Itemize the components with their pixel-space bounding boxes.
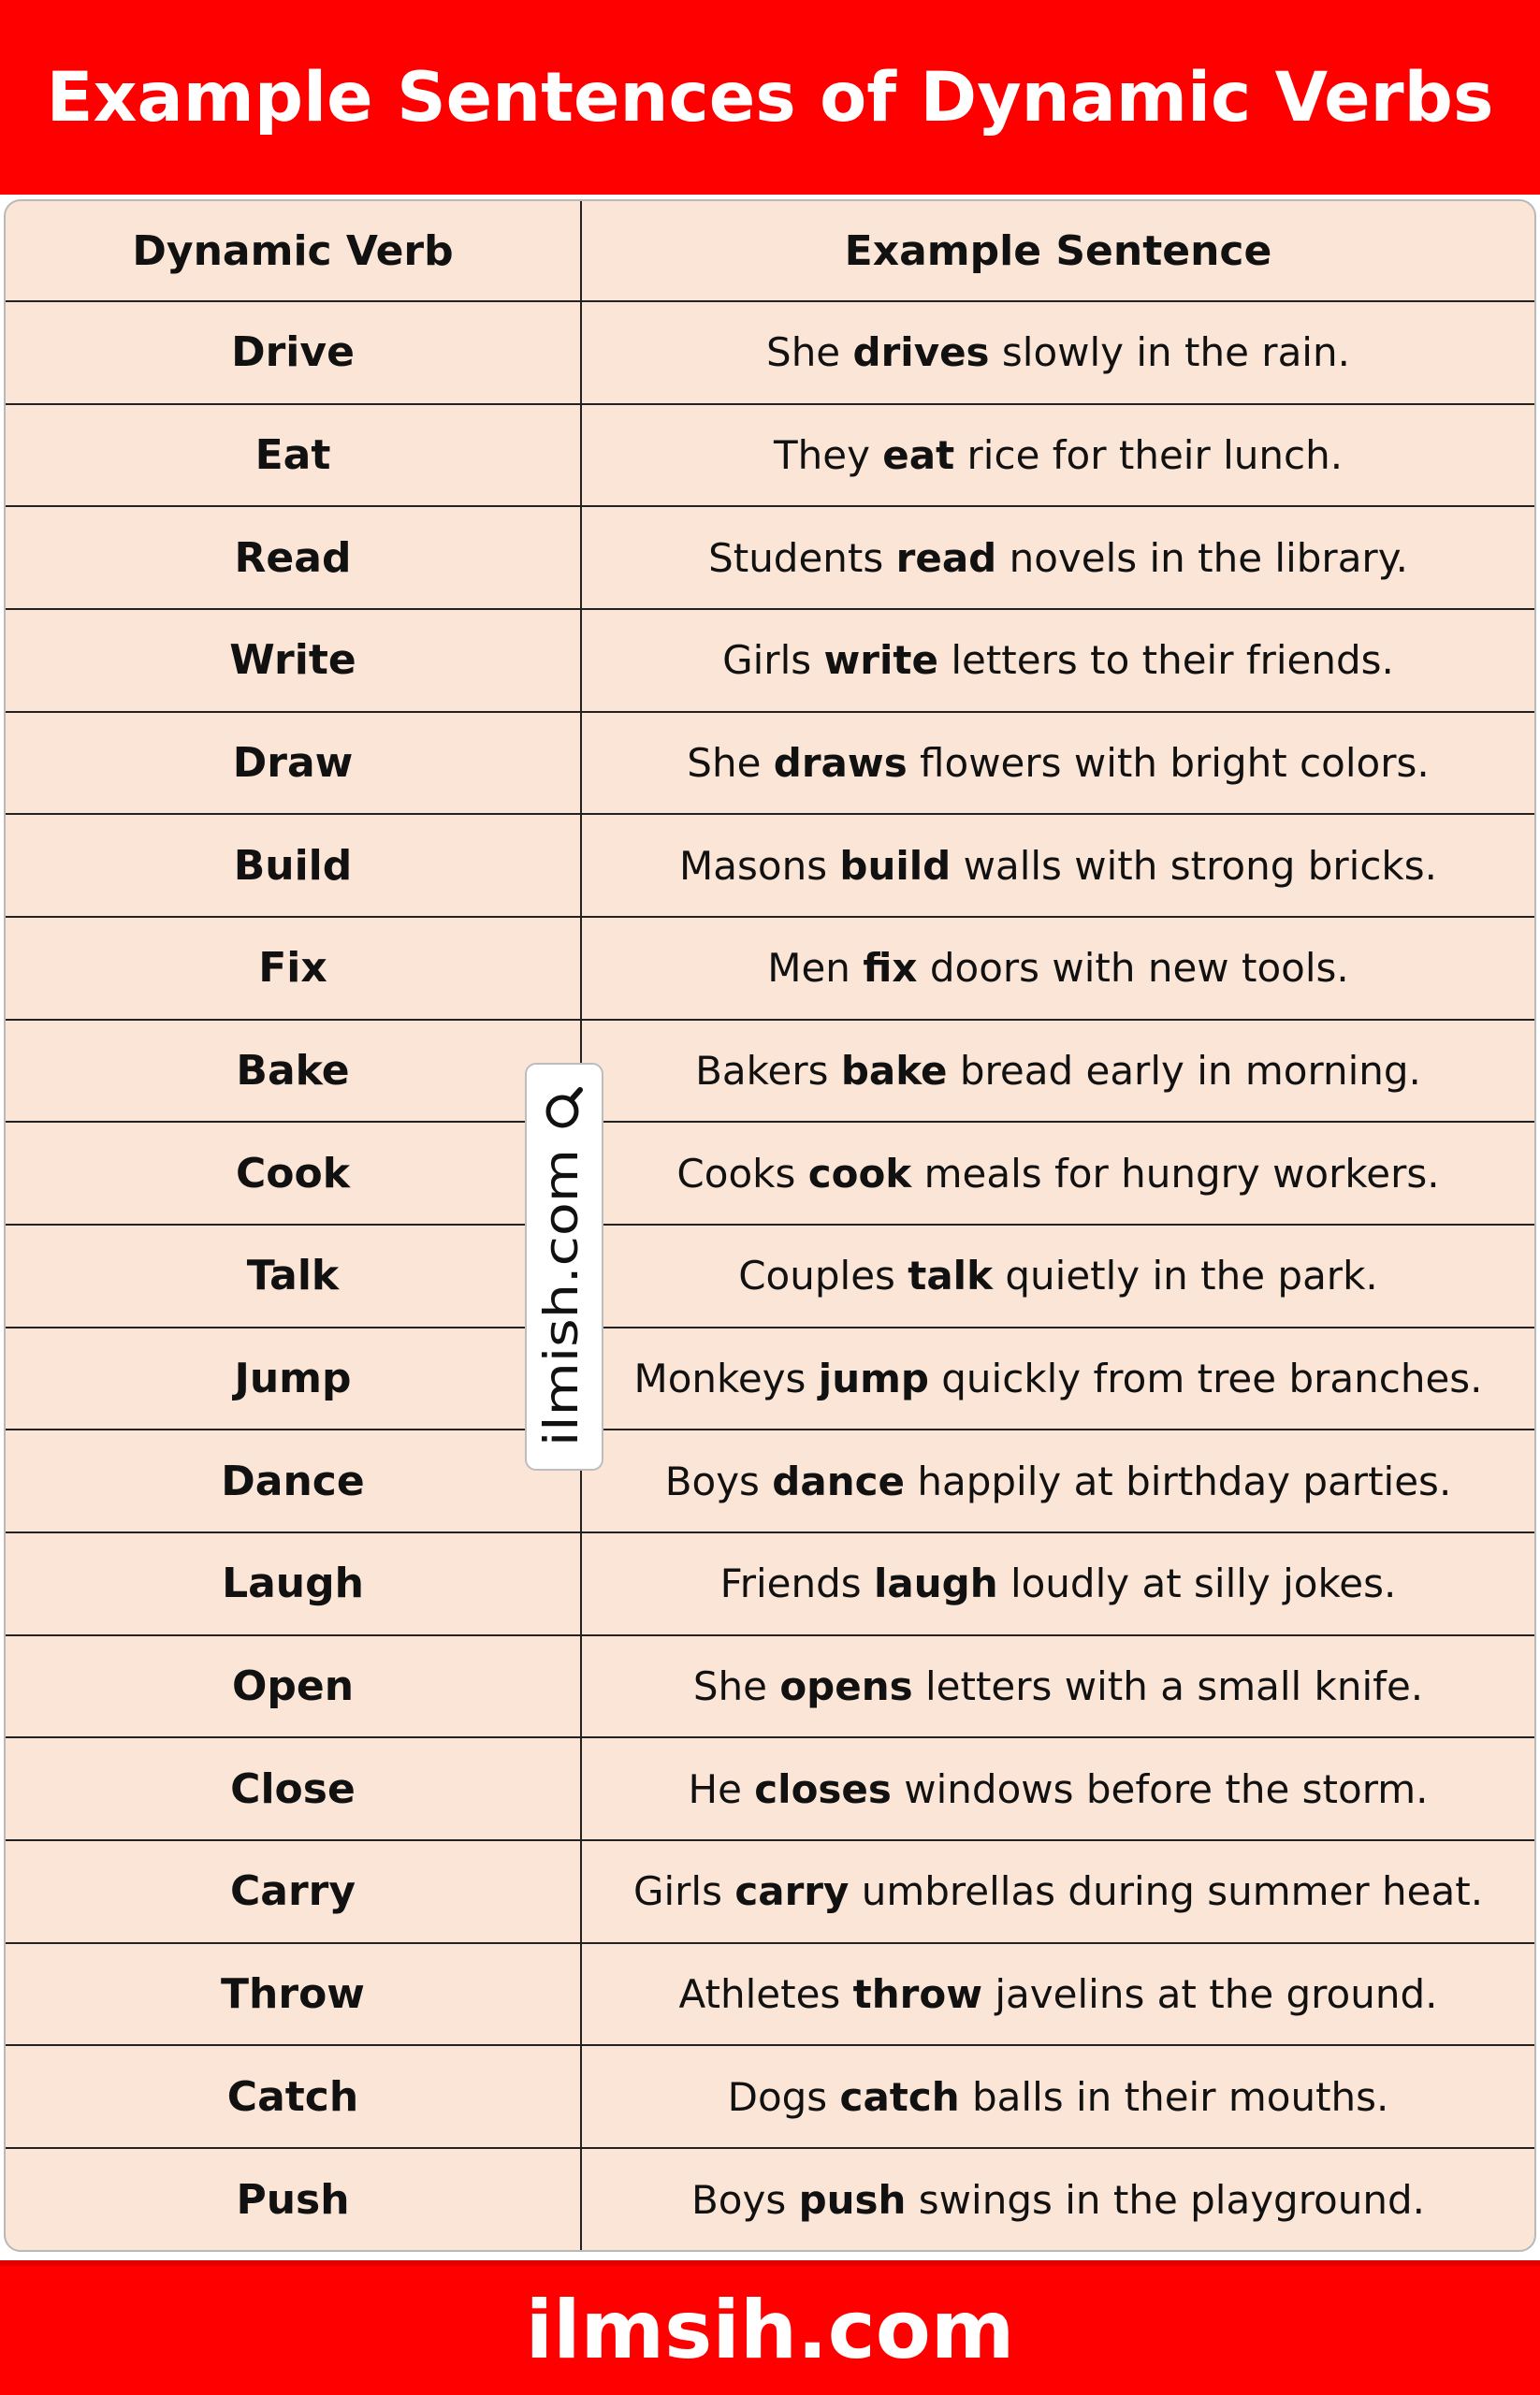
sentence-start: Athletes — [678, 1971, 853, 2018]
sentence-verb: jump — [818, 1356, 929, 1402]
column-header-sentence: Example Sentence — [581, 201, 1534, 301]
sentence-end: quietly in the park. — [993, 1253, 1378, 1299]
verb-cell: Build — [6, 814, 581, 917]
sentence-cell — [581, 712, 1534, 815]
footer-banner — [0, 2260, 1540, 2395]
sentence-end: quickly from tree branches. — [928, 1356, 1483, 1402]
sentence-start: Cooks — [676, 1150, 808, 1197]
table-row — [6, 2148, 1534, 2250]
sentence-verb: cook — [807, 1150, 912, 1197]
title-banner — [0, 0, 1540, 195]
sentence-start: They — [773, 432, 883, 478]
sentence-start: She — [687, 740, 774, 787]
table-row — [6, 506, 1534, 609]
sentence-start: She — [766, 329, 853, 376]
sentence-cell — [581, 301, 1534, 404]
verb-cell: Throw — [6, 1943, 581, 2046]
table-row — [6, 404, 1534, 507]
sentence-verb: bake — [840, 1048, 948, 1095]
table-row — [6, 1532, 1534, 1635]
sentence-end: bread early in morning. — [947, 1048, 1421, 1095]
sentence-verb: carry — [734, 1868, 850, 1915]
column-header-verb: Dynamic Verb — [6, 201, 581, 301]
sentence-start: Men — [767, 945, 864, 992]
verb-cell: Talk — [6, 1225, 581, 1328]
watermark-badge — [525, 1063, 603, 1471]
table-row — [6, 917, 1534, 1020]
sentence-verb: catch — [839, 2073, 960, 2120]
verb-cell: Dance — [6, 1430, 581, 1532]
verb-table — [6, 201, 1534, 2250]
watermark-graphic — [527, 1065, 602, 1469]
sentence-end: swings in the playground. — [906, 2176, 1426, 2223]
verb-cell: Drive — [6, 301, 581, 404]
verb-cell: Push — [6, 2148, 581, 2250]
table-row — [6, 609, 1534, 712]
sentence-verb: fix — [863, 945, 918, 992]
sentence-cell — [581, 404, 1534, 507]
table-row — [6, 814, 1534, 917]
sentence-cell — [581, 1943, 1534, 2046]
verb-cell: Open — [6, 1635, 581, 1738]
watermark-text: ilmish.com — [534, 1193, 588, 1446]
sentence-cell — [581, 1020, 1534, 1123]
verb-cell: Carry — [6, 1840, 581, 1943]
sentence-end: meals for hungry workers. — [911, 1150, 1440, 1197]
verb-cell: Close — [6, 1737, 581, 1840]
sentence-cell — [581, 1430, 1534, 1532]
verb-cell: Catch — [6, 2045, 581, 2148]
sentence-verb: draws — [773, 740, 908, 787]
sentence-start: She — [692, 1663, 780, 1710]
sentence-end: windows before the storm. — [891, 1765, 1429, 1812]
sentence-verb: build — [839, 842, 952, 889]
magnifier-icon — [548, 1090, 580, 1125]
verb-cell: Read — [6, 506, 581, 609]
verb-cell: Eat — [6, 404, 581, 507]
sentence-end: umbrellas during summer heat. — [849, 1868, 1484, 1915]
sentence-cell — [581, 609, 1534, 712]
sentence-end: walls with strong bricks. — [951, 842, 1437, 889]
sentence-start: Dogs — [727, 2073, 840, 2120]
table-row — [6, 301, 1534, 404]
sentence-cell — [581, 1225, 1534, 1328]
table-row — [6, 1020, 1534, 1123]
sentence-verb: read — [895, 534, 997, 581]
table-body — [6, 301, 1534, 2250]
sentence-end: flowers with bright colors. — [907, 740, 1430, 787]
sentence-start: Couples — [738, 1253, 908, 1299]
sentence-end: balls in their mouths. — [959, 2073, 1389, 2120]
sentence-start: Bakers — [695, 1048, 841, 1095]
sentence-cell — [581, 1532, 1534, 1635]
table-row — [6, 1225, 1534, 1328]
sentence-verb: throw — [852, 1971, 983, 2018]
sentence-verb: opens — [779, 1663, 913, 1710]
table-row — [6, 1840, 1534, 1943]
sentence-start: Students — [708, 534, 896, 581]
sentence-start: Girls — [632, 1868, 735, 1915]
sentence-cell — [581, 917, 1534, 1020]
sentence-cell — [581, 1635, 1534, 1738]
sentence-cell — [581, 814, 1534, 917]
verb-cell: Cook — [6, 1122, 581, 1225]
table-row — [6, 1430, 1534, 1532]
page-title: Example Sentences of Dynamic Verbs — [46, 57, 1494, 138]
sentence-start: Boys — [690, 2176, 799, 2223]
table-row — [6, 2045, 1534, 2148]
sentence-end: slowly in the rain. — [989, 329, 1350, 376]
sentence-cell — [581, 506, 1534, 609]
sentence-cell — [581, 1840, 1534, 1943]
sentence-start: Masons — [679, 842, 840, 889]
sentence-cell — [581, 2045, 1534, 2148]
sentence-cell — [581, 1328, 1534, 1430]
sentence-verb: dance — [772, 1458, 905, 1504]
footer-site-name: ilmsih.com — [525, 2284, 1015, 2377]
sentence-cell — [581, 1737, 1534, 1840]
sentence-start: Monkeys — [633, 1356, 819, 1402]
sentence-end: rice for their lunch. — [954, 432, 1344, 478]
table-row — [6, 1635, 1534, 1738]
sentence-cell — [581, 2148, 1534, 2250]
sentence-end: letters with a small knife. — [912, 1663, 1424, 1710]
table-row — [6, 1122, 1534, 1225]
verb-cell: Draw — [6, 712, 581, 815]
sentence-verb: drives — [852, 329, 990, 376]
sentence-start: Boys — [664, 1458, 773, 1504]
sentence-end: novels in the library. — [996, 534, 1408, 581]
sentence-verb: write — [823, 637, 938, 684]
sentence-start: Girls — [722, 637, 824, 684]
sentence-cell — [581, 1122, 1534, 1225]
sentence-end: loudly at silly jokes. — [997, 1560, 1397, 1607]
verb-table-container — [4, 199, 1536, 2252]
sentence-end: javelins at the ground. — [982, 1971, 1438, 2018]
verb-cell: Jump — [6, 1328, 581, 1430]
sentence-end: happily at birthday parties. — [905, 1458, 1452, 1504]
table-row — [6, 1328, 1534, 1430]
verb-cell: Fix — [6, 917, 581, 1020]
sentence-verb: push — [798, 2176, 907, 2223]
sentence-start: He — [688, 1765, 755, 1812]
sentence-end: doors with new tools. — [917, 945, 1349, 992]
verb-cell: Write — [6, 609, 581, 712]
sentence-start: Friends — [719, 1560, 874, 1607]
sentence-verb: laugh — [873, 1560, 998, 1607]
sentence-verb: closes — [754, 1765, 892, 1812]
sentence-verb: eat — [882, 432, 955, 478]
sentence-verb: talk — [908, 1253, 994, 1299]
table-row — [6, 1737, 1534, 1840]
table-row — [6, 712, 1534, 815]
verb-cell: Laugh — [6, 1532, 581, 1635]
table-row — [6, 1943, 1534, 2046]
verb-cell: Bake — [6, 1020, 581, 1123]
table-header-row — [6, 201, 1534, 301]
sentence-end: letters to their friends. — [937, 637, 1394, 684]
